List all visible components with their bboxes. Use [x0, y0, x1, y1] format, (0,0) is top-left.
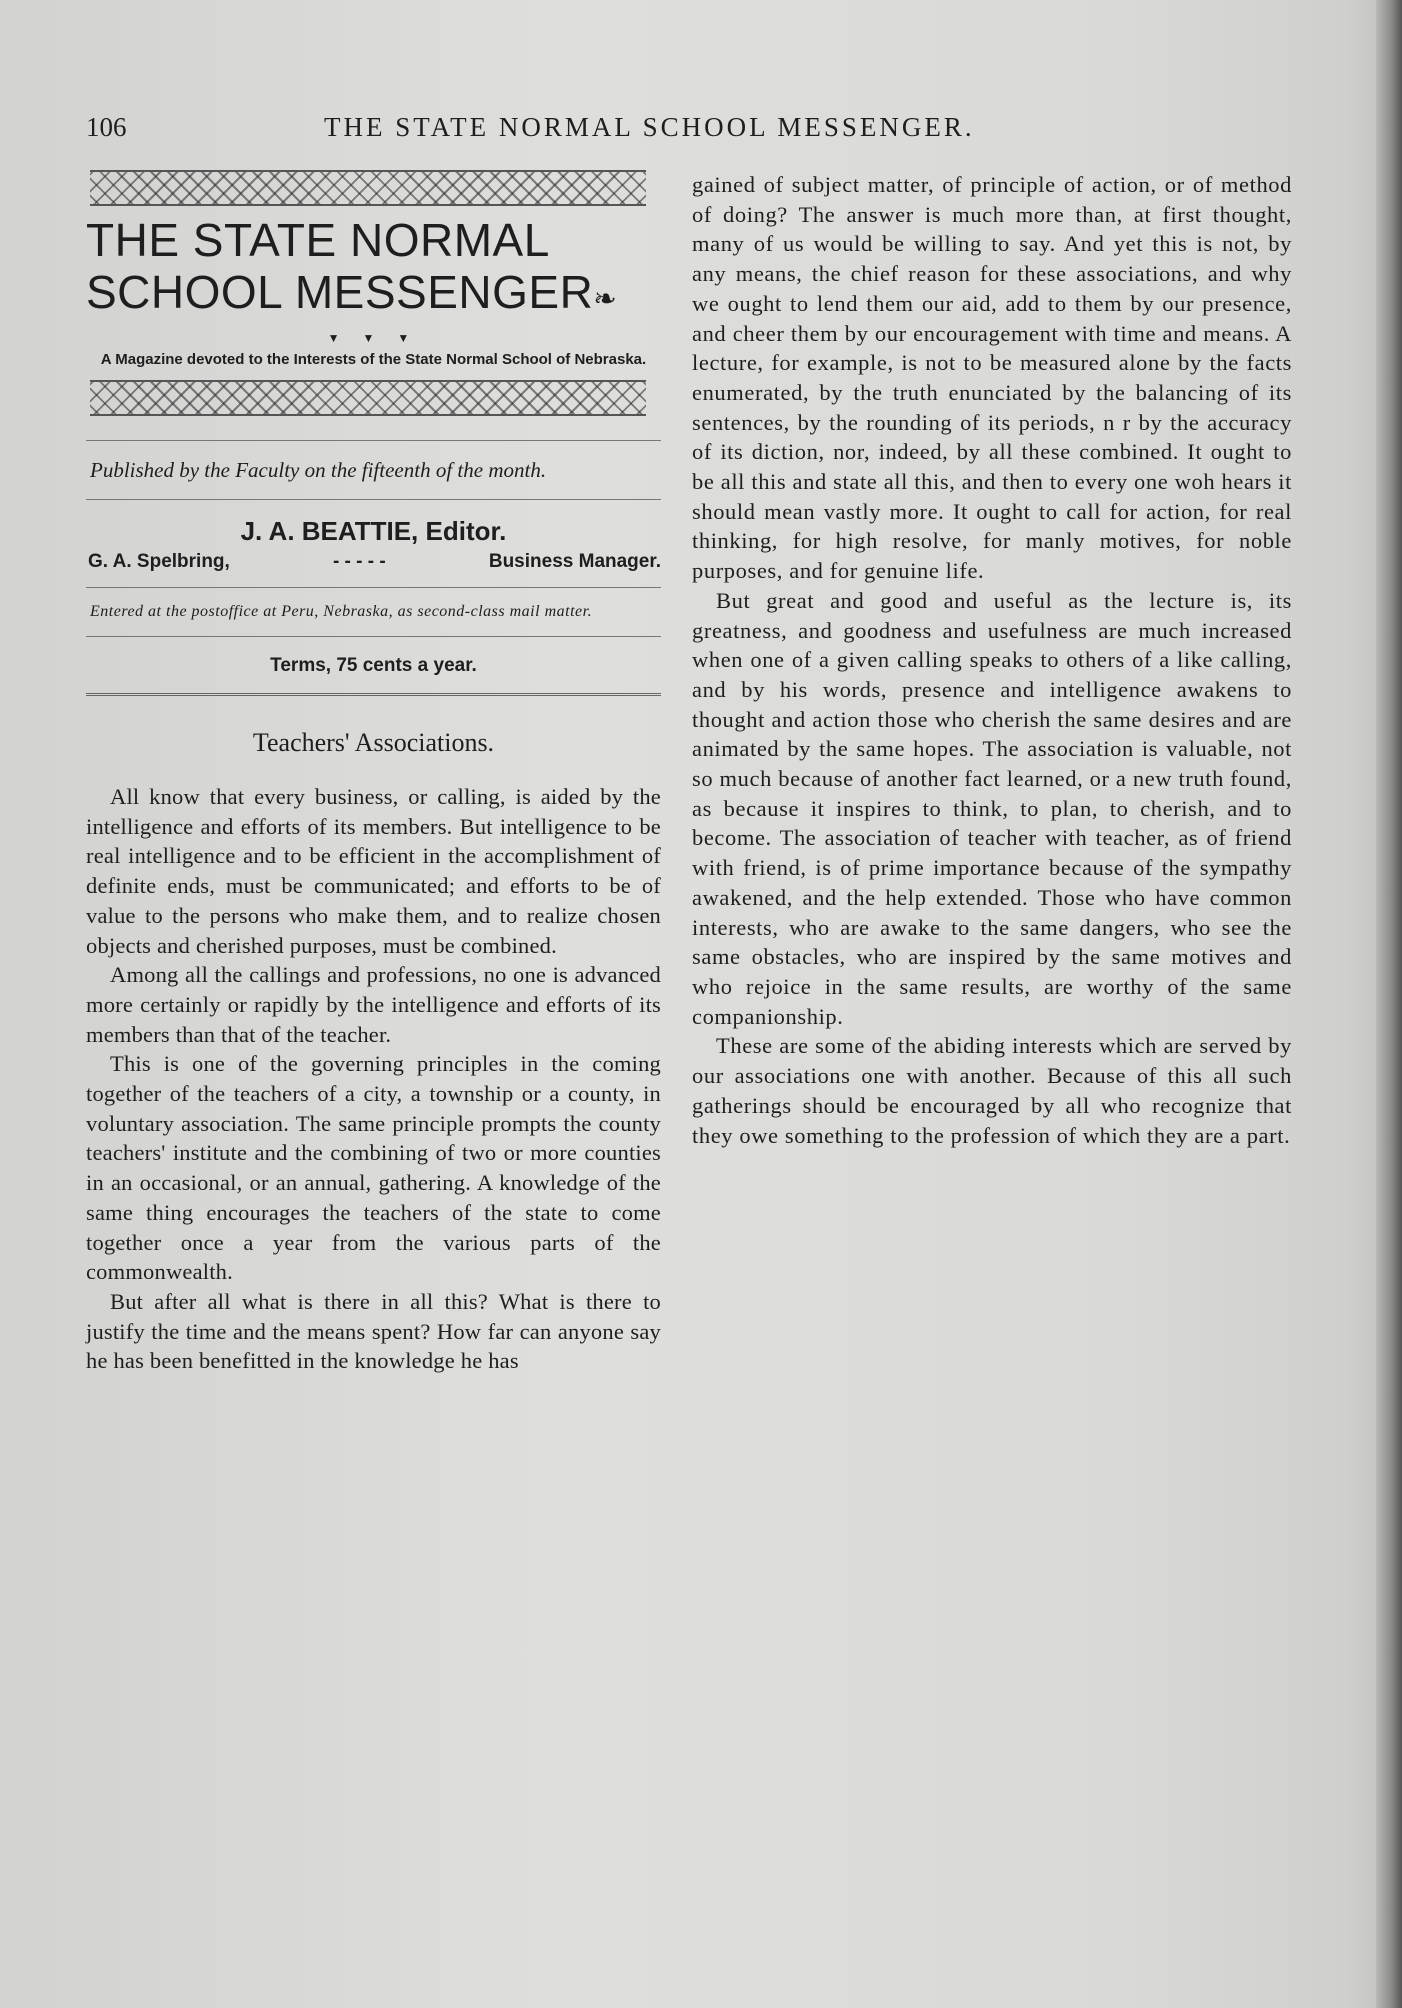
article-paragraph: This is one of the governing principles in the coming together of the teachers of a city, a township or a county, in voluntary association. The same principle prompts the county teachers' institute and the combining of two or more counties in an occasional, or an annual, gathering. A knowledge of the same thing encourages the teachers of the state to come together once a year from the various parts of the commonwealth. — [86, 1051, 661, 1285]
running-title: THE STATE NORMAL SCHOOL MESSENGER. — [324, 112, 975, 142]
divider — [86, 499, 661, 500]
ornament-border-bottom — [90, 380, 646, 416]
article-paragraph: But great and good and useful as the lecture is, its greatness, and goodness and usefulness are much increased when one of a given calling speaks to others of a like calling, and by his words, presence and intelligence awakens to thought and action those who cherish the same desires and are animated by the same hopes. The association is valuable, not so much because of another fact learned, or a new truth found, as because it inspires to think, to plan, to cherish, and to become. The association of teacher with teacher, as of friend with friend, is of prime importance because of the sympathy awakened, and the help extended. Those who have common interests, who are awake to the same dangers, who see the same obstacles, who are inspired by the same motives and who rejoice in the same results, are worthy of the same companionship. — [692, 587, 1292, 1029]
leaf-ornament-icon: ❧ — [593, 283, 618, 314]
manager-name: G. A. Spelbring, — [88, 551, 230, 572]
masthead-subtitle: A Magazine devoted to the Interests of the State Normal School of Nebraska. — [100, 351, 647, 368]
article-paragraph: gained of subject matter, of principle of action, or of method of doing? The answer is much more than, at first thought, many of us would be willing to say. And yet this is not, by any means, the chief reason for these associations, and why we ought to lend them our aid, add to them by our presence, and cheer them by our encouragement with time and means. A lecture, for example, is not to be measured alone by the facts enumerated, by the truth enunciated by the balancing of its sentences, by the rounding of its periods, n r by the accuracy of its diction, nor, indeed, by all these combined. It ought to be all this and state all this, and then to every one woh hears it should mean vastly more. It ought to call for action, for real thinking, for high resolve, for manly motives, for noble purposes, and for genuine life. — [692, 172, 1292, 584]
arrow-ornament-icon: ▼ ▼ ▼ — [327, 331, 420, 345]
article-paragraph: All know that every business, or calling, is aided by the intelligence and efforts of its members. But intelligence to be real intelligence and to be efficient in the accomplishment of definite ends, must be communicated; and efforts to be of value to the persons who make them, and to realize chosen objects and cherished purposes, must be combined. — [86, 784, 661, 958]
right-column — [692, 170, 1292, 1150]
double-divider — [86, 693, 661, 696]
article-paragraph: Among all the callings and professions, no one is advanced more certainly or rapidly by the intelligence and efforts of its members than that of the teacher. — [86, 962, 661, 1047]
article-title: Teachers' Associations. — [252, 728, 495, 757]
page-edge-shadow — [1376, 0, 1402, 2008]
leader-dots: - - - - - — [332, 551, 386, 572]
masthead-line-2: SCHOOL MESSENGER — [86, 266, 594, 318]
business-manager-line — [88, 551, 661, 573]
editor-line: J. A. BEATTIE, Editor. — [240, 516, 507, 546]
article-paragraph: But after all what is there in all this? What is there to justify the time and the means spent? How far can anyone say he has been benefitted in the knowledge he has — [86, 1288, 661, 1374]
published-note: Published by the Faculty on the fifteenth of the month. — [90, 458, 547, 482]
subscription-terms: Terms, 75 cents a year. — [270, 655, 477, 676]
masthead-line-1: THE STATE NORMAL — [86, 214, 550, 266]
ornament-border-top — [90, 170, 646, 206]
masthead-title — [86, 214, 661, 325]
left-column — [86, 170, 661, 1376]
manager-title: Business Manager. — [488, 551, 661, 572]
entered-note: Entered at the postoffice at Peru, Nebraska, as second-class mail matter. — [90, 603, 593, 620]
article-paragraph: These are some of the abiding interests which are served by our associations one with another. Because of this all such gatherings should be encouraged by all who recognize that they owe something to the profession of which they are a part. — [692, 1033, 1292, 1148]
page-number: 106 — [86, 112, 127, 142]
